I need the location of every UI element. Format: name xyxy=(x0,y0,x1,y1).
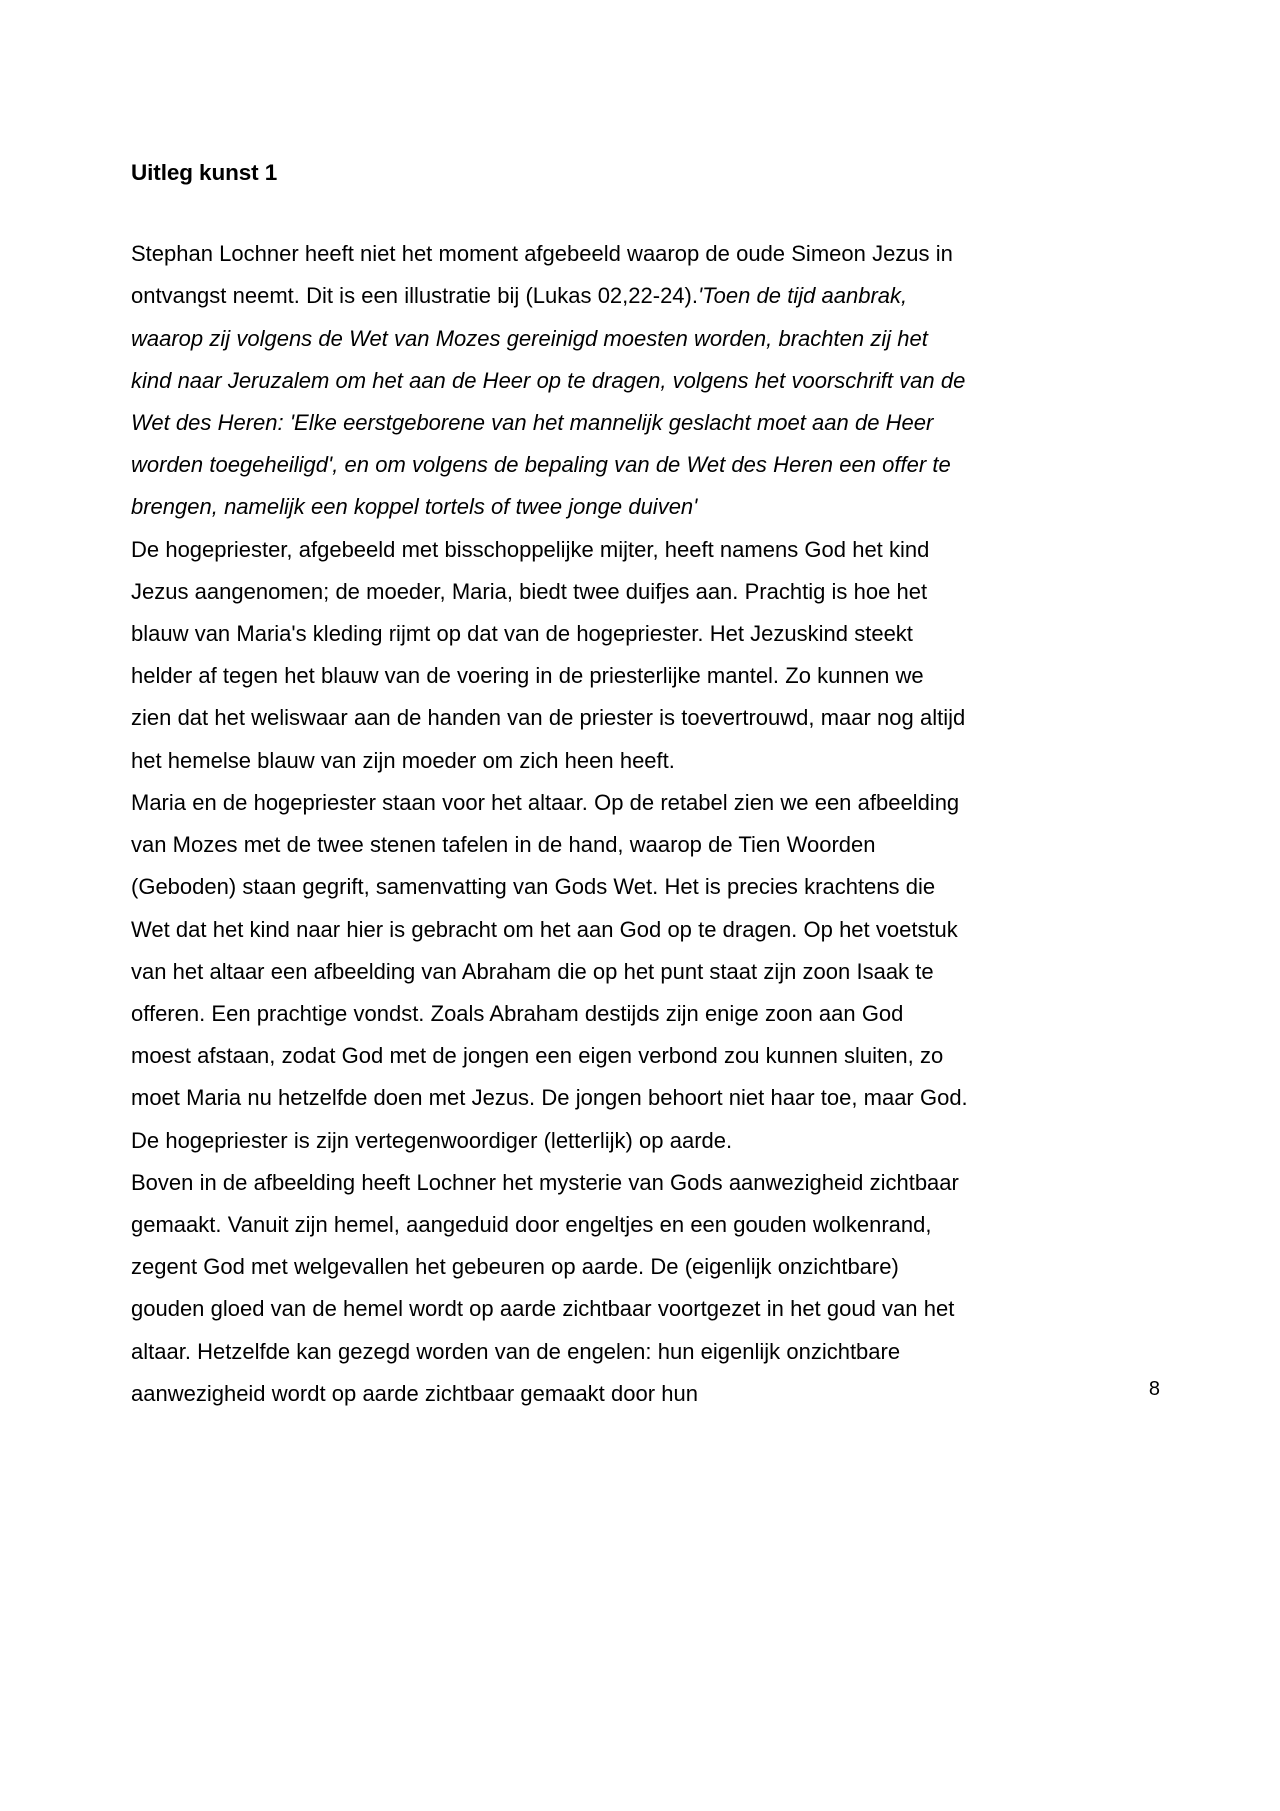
page-number: 8 xyxy=(1148,1378,1160,1400)
paragraph-hemel-engelen: Boven in de afbeelding heeft Lochner het mysterie van Gods aanwezigheid zichtbaar gemaakt. Vanuit zijn hemel, aangeduid door engeltjes en een gouden wolkenrand, zegent God met welgevallen het gebeuren op aarde. De (eigenlijk onzichtbare) gouden gloed van de hemel wordt op aarde zichtbaar voortgezet in het goud van het altaar. Hetzelfde kan gezegd worden van de engelen: hun eigenlijk onzichtbare aanwezigheid wordt op aarde zichtbaar gemaakt door hun xyxy=(131,1169,959,1406)
document-body xyxy=(131,158,969,1415)
page-title: Uitleg kunst 1 xyxy=(131,160,278,185)
paragraph-intro-with-quote xyxy=(131,233,969,528)
bible-quote-lukas: 'Toen de tijd aanbrak, waarop zij volgens de Wet van Mozes gereinigd moesten worden, brachten zij het kind naar Jeruzalem om het aan de Heer op te dragen, volgens het voorschrift van de Wet des Heren: 'Elke eerstgeborene van het mannelijk geslacht moet aan de Heer worden toegeheiligd', en om volgens de bepaling van de Wet des Heren een offer te brengen, namelijk een koppel tortels of twee jonge duiven' xyxy=(131,283,966,520)
intro-sentence: Stephan Lochner heeft niet het moment afgebeeld waarop de oude Simeon Jezus in ontvangst neemt. Dit is een illustratie bij (Lukas 02,22-24). xyxy=(131,241,953,309)
paragraph-hogepriester: De hogepriester, afgebeeld met bisschoppelijke mijter, heeft namens God het kind Jezus aangenomen; de moeder, Maria, biedt twee duifjes aan. Prachtig is hoe het blauw van Maria's kleding rijmt op dat van de hogepriester. Het Jezuskind steekt helder af tegen het blauw van de voering in de priesterlijke mantel. Zo kunnen we zien dat het weliswaar aan de handen van de priester is toevertrouwd, maar nog altijd het hemelse blauw van zijn moeder om zich heen heeft. xyxy=(131,536,966,773)
paragraph-altaar-retabel: Maria en de hogepriester staan voor het altaar. Op de retabel zien we een afbeelding van Mozes met de twee stenen tafelen in de hand, waarop de Tien Woorden (Geboden) staan gegrift, samenvatting van Gods Wet. Het is precies krachtens die Wet dat het kind naar hier is gebracht om het aan God op te dragen. Op het voetstuk van het altaar een afbeelding van Abraham die op het punt staat zijn zoon Isaak te offeren. Een prachtige vondst. Zoals Abraham destijds zijn enige zoon aan God moest afstaan, zodat God met de jongen een eigen verbond zou kunnen sluiten, zo moet Maria nu hetzelfde doen met Jezus. De jongen behoort niet haar toe, maar God. De hogepriester is zijn vertegenwoordiger (letterlijk) op aarde. xyxy=(131,789,968,1153)
